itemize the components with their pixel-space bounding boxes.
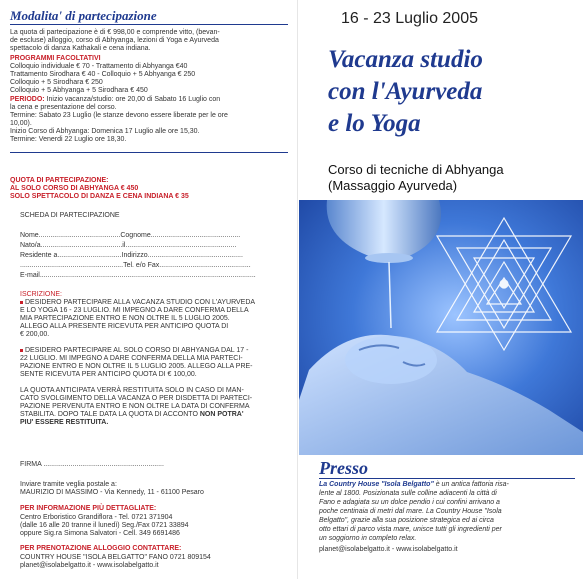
form-row-birth[interactable]: Nato/a..........................................il......................................................... [20, 242, 237, 249]
venue-lead: La Country House "Isola Belgatto" [319, 481, 434, 488]
participation-heading: Modalita' di partecipazione [10, 8, 157, 23]
fold-line [297, 0, 298, 579]
signature-line[interactable]: FIRMA .............................................................. [20, 461, 164, 468]
registration-a-line: ALLEGO ALLA PRESENTE RICEVUTA PER ANTICIPO QUOTA DI [20, 323, 229, 330]
form-row-phone[interactable]: .....................................................Tel. e/o Fax............................................... [20, 262, 251, 269]
info-line: (dalle 16 alle 20 tranne il lunedì) Seg./Fax 0721 33894 [20, 522, 189, 529]
venue-rule [319, 478, 575, 479]
refund-line: PIU' ESSERE RESTITUITA. [20, 419, 109, 426]
registration-a-line: DESIDERO PARTECIPARE ALLA VACANZA STUDIO CON L'AYURVEDA [25, 299, 256, 306]
subtitle-line: (Massaggio Ayurveda) [328, 178, 458, 193]
quota-line: SOLO SPETTACOLO DI DANZA E CENA INDIANA € 35 [10, 193, 189, 200]
program-line: Colloquio individuale € 70 - Trattamento di Abhyanga €40 [10, 63, 188, 70]
form-row-name[interactable]: Nome..........................................Cognome.............................................. [20, 232, 241, 239]
period-line: 10,00). [10, 120, 32, 127]
registration-b-line: 22 LUGLIO. MI IMPEGNO A DARE CONFERMA DELLA MIA PARTECI- [20, 355, 243, 362]
registration-a-line: MIA PARTECIPAZIONE ENTRO E NON OLTRE IL 5 LUGLIO 2005. [20, 315, 230, 322]
checkbox-course-only[interactable] [20, 349, 23, 352]
right-column [299, 0, 583, 579]
registration-label: ISCRIZIONE: [20, 291, 63, 298]
optional-programs-title: PROGRAMMI FACOLTATIVI [10, 55, 101, 62]
refund-line [20, 411, 244, 419]
period-label: PERIODO: [10, 96, 45, 103]
refund-bold: NON POTRA' [197, 411, 244, 418]
ayurveda-photo [299, 200, 583, 455]
venue-text-line: Fano e adagiata su un dolce pendio i cui confini arrivano a [319, 499, 500, 506]
venue-text: è un antica fattoria risa- [433, 481, 509, 488]
period-line: Inizio Corso di Abhyanga: Domenica 17 Luglio alle ore 15,30. [10, 128, 200, 135]
venue-text-line: lente al 1800. Posizionata sulle colline adiacenti la città di [319, 490, 497, 497]
intro-line: La quota di partecipazione è di € 998,00 e comprende vitto, (bevan- [10, 29, 220, 36]
program-line: Colloquio + 5 Sirodhara € 250 [10, 79, 103, 86]
info-title: PER INFORMAZIONE PIÙ DETTAGLIATE: [20, 505, 157, 512]
send-line: MAURIZIO DI MASSIMO - Via Kennedy, 11 - 61100 Pesaro [20, 489, 204, 496]
checkbox-full-program[interactable] [20, 301, 23, 304]
period-text: Inizio vacanza/studio: ore 20,00 di Sabato 16 Luglio con [44, 96, 221, 103]
period-line: Termine: Sabato 23 Luglio (le stanze devono essere liberate per le ore [10, 112, 228, 119]
period-line [10, 96, 220, 104]
registration-a-line: € 200,00. [20, 331, 50, 338]
quota-line: QUOTA DI PARTECIPAZIONE: [10, 177, 109, 184]
info-line: oppure Sig.ra Simona Salvatori - Cell. 349 6691486 [20, 530, 180, 537]
heading-rule [10, 24, 288, 25]
venue-text-line [319, 481, 509, 489]
venue-text-line: Belgatto", grazie alla sua posizione strategica ed ai circa [319, 517, 494, 524]
venue-title: Presso [319, 458, 368, 478]
intro-line: spettacolo di danza Kathakali e cena indiana. [10, 45, 151, 52]
main-title-line: Vacanza studio [328, 46, 483, 73]
booking-title: PER PRENOTAZIONE ALLOGGIO CONTATTARE: [20, 545, 182, 552]
main-title-line: e lo Yoga [328, 110, 421, 137]
venue-contact[interactable]: planet@isolabelgatto.it - www.isolabelgatto.it [319, 546, 458, 553]
info-line: Centro Erboristico Grandiflora - Tel. 0721 371904 [20, 514, 173, 521]
program-line: Trattamento Sirodhara € 40 - Colloquio + 5 Abhyanga € 250 [10, 71, 196, 78]
registration-a-line: E LO YOGA 16 - 23 LUGLIO. MI IMPEGNO A DARE CONFERMA DELLA [20, 307, 249, 314]
program-line: Colloquio + 5 Abhyanga + 5 Sirodhara € 450 [10, 87, 148, 94]
event-dates: 16 - 23 Luglio 2005 [341, 10, 478, 27]
period-line: Termine: Venerdi 22 Luglio ore 18,30. [10, 136, 127, 143]
registration-b-line: SENTE RICEVUTA PER ANTICIPO QUOTA DI € 100,00. [20, 371, 197, 378]
send-line: Inviare tramite veglia postale a: [20, 481, 117, 488]
form-row-address[interactable]: Residente a.................................Indirizzo................................................. [20, 252, 243, 259]
subtitle-line: Corso di tecniche di Abhyanga [328, 162, 504, 177]
venue-text-line: otto ettari di parco vista mare, unisce tutti gli ingredienti per [319, 526, 502, 533]
intro-line: de escluse) alloggio, corso di Abhyanga, lezioni di Yoga e Ayurveda [10, 37, 219, 44]
registration-b-line: PAZIONE ENTRO E NON OLTRE IL 5 LUGLIO 2005. ALLEGO ALLA PRE- [20, 363, 253, 370]
registration-b-line: DESIDERO PARTECIPARE AL SOLO CORSO DI ABHYANGA DAL 17 - [25, 347, 249, 354]
form-title: SCHEDA DI PARTECIPAZIONE [20, 212, 120, 219]
form-row-email[interactable]: E-mail............................................................................................................... [20, 272, 256, 279]
main-title-line: con l'Ayurveda [328, 78, 483, 105]
section-rule [10, 152, 288, 153]
quota-line: AL SOLO CORSO DI ABHYANGA € 450 [10, 185, 139, 192]
refund-line: LA QUOTA ANTICIPATA VERRÀ RESTITUITA SOLO IN CASO DI MAN- [20, 387, 244, 394]
refund-text: STABILITA. DOPO TALE DATA LA QUOTA DI ACCONTO [20, 411, 198, 418]
booking-line[interactable]: planet@isolabelgatto.it - www.isolabelgatto.it [20, 562, 159, 569]
booking-line: COUNTRY HOUSE "ISOLA BELGATTO" FANO 0721 809154 [20, 554, 211, 561]
period-line: la cena e presentazione del corso. [10, 104, 117, 111]
venue-text-line: poche centinaia di metri dal mare. La Country House "Isola [319, 508, 502, 515]
venue-text-line: un soggiorno in completo relax. [319, 535, 417, 542]
refund-line: PAZIONE PERVENUTA ENTRO E NON OLTRE LA DATA DI CONFERMA [20, 403, 250, 410]
refund-line: CATO SVOLGIMENTO DELLA VACANZA O PER DISDETTA DI PARTECI- [20, 395, 253, 402]
